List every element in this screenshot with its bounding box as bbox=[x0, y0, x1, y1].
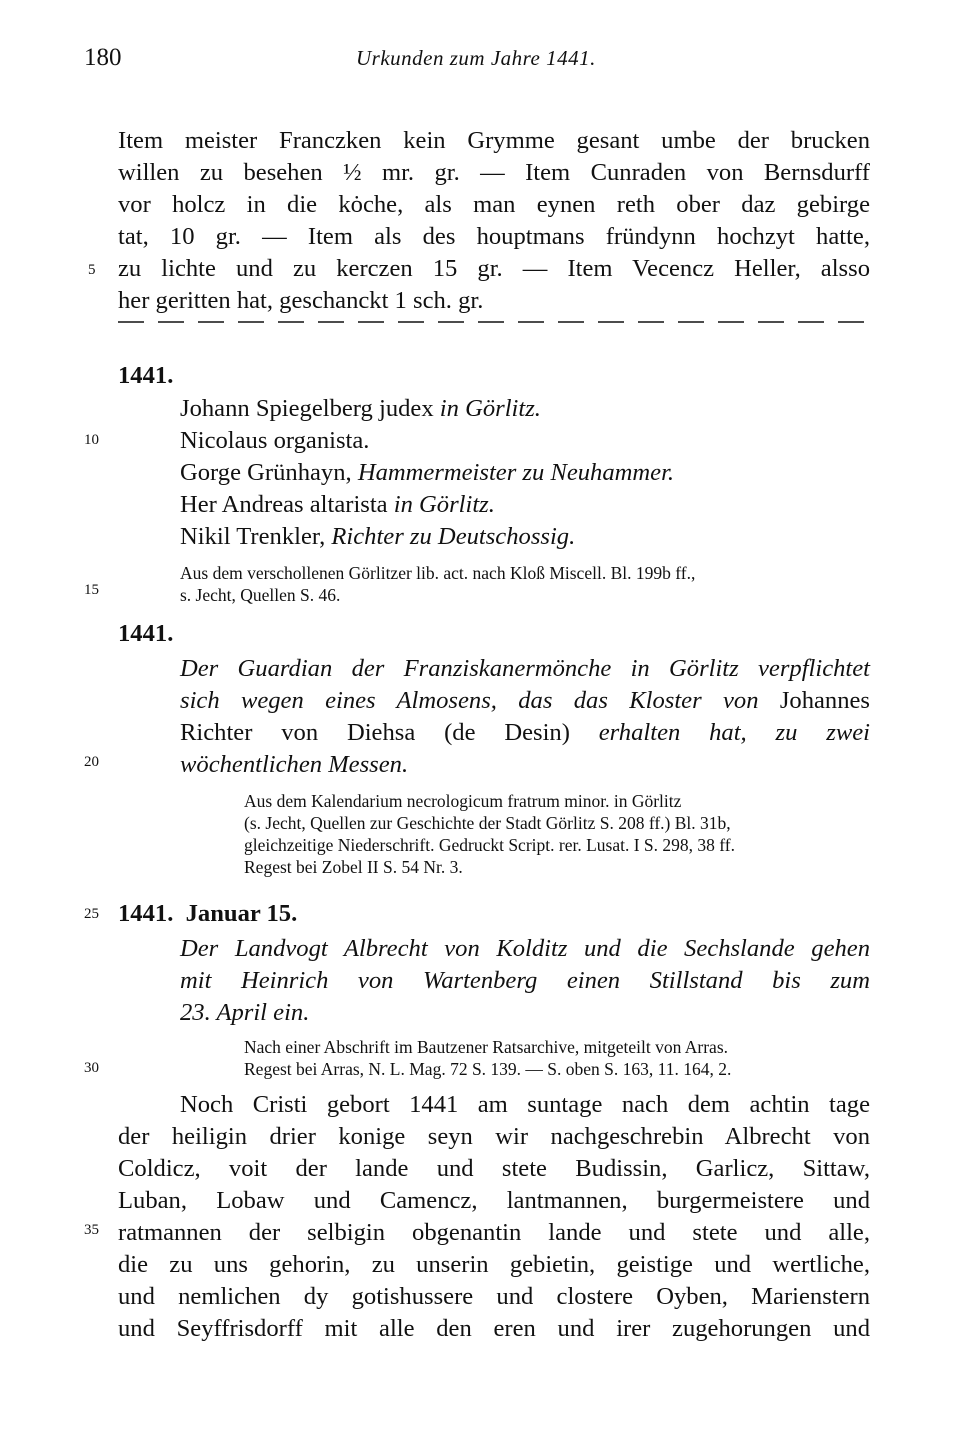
line-number: 15 bbox=[84, 582, 99, 598]
line-number: 25 bbox=[84, 906, 99, 922]
text-line: zu lichte und zu kerczen 15 gr. — Item Vecencz Heller, alsso bbox=[118, 255, 870, 282]
dashed-separator bbox=[118, 316, 870, 328]
text-line: Luban, Lobaw und Camencz, lantmannen, burgermeistere und bbox=[118, 1187, 870, 1214]
summary-line: Der Guardian der Franziskanermönche in Görlitz verpflichtet bbox=[180, 655, 870, 682]
source-note: s. Jecht, Quellen S. 46. bbox=[180, 585, 341, 605]
page-number: 180 bbox=[84, 44, 122, 71]
text-line: her geritten hat, geschanckt 1 sch. gr. bbox=[118, 287, 484, 314]
text-line: Item meister Franczken kein Grymme gesant umbe der brucken bbox=[118, 127, 870, 154]
text-line: vor holcz in die kȯche, als man eynen reth ober daz gebirge bbox=[118, 191, 870, 218]
entry-date: 1441. bbox=[118, 362, 174, 389]
name-line: Nikil Trenkler, Richter zu Deutschossig. bbox=[180, 523, 576, 550]
entry-date: 1441. Januar 15. bbox=[118, 900, 298, 927]
summary-line: Der Landvogt Albrecht von Kolditz und die Sechslande gehen bbox=[180, 935, 870, 962]
line-number: 20 bbox=[84, 754, 99, 770]
source-note: Nach einer Abschrift im Bautzener Ratsarchive, mitgeteilt von Arras. bbox=[244, 1037, 729, 1057]
summary-line: wöchentlichen Messen. bbox=[180, 751, 409, 778]
summary-line: 23. April ein. bbox=[180, 999, 310, 1026]
text-line: Noch Cristi gebort 1441 am suntage nach dem achtin tage bbox=[180, 1091, 870, 1118]
source-note: Regest bei Arras, N. L. Mag. 72 S. 139. — S. oben S. 163, 11. 164, 2. bbox=[244, 1059, 732, 1079]
source-note: Aus dem Kalendarium necrologicum fratrum minor. in Görlitz bbox=[244, 791, 682, 811]
text-line: und nemlichen dy gotishussere und clostere Oyben, Marienstern bbox=[118, 1283, 870, 1310]
line-number: 10 bbox=[84, 432, 99, 448]
name-line: Gorge Grünhayn, Hammermeister zu Neuhammer. bbox=[180, 459, 675, 486]
source-note: gleichzeitige Niederschrift. Gedruckt Script. rer. Lusat. I S. 298, 38 ff. bbox=[244, 835, 735, 855]
summary-line: sich wegen eines Almosens, das das Kloster von Johannes bbox=[180, 687, 870, 714]
summary-line: Richter von Diehsa (de Desin) erhalten hat, zu zwei bbox=[180, 719, 870, 746]
text-line: Coldicz, voit der lande und stete Budissin, Garlicz, Sittaw, bbox=[118, 1155, 870, 1182]
name-line: Her Andreas altarista in Görlitz. bbox=[180, 491, 495, 518]
text-line: der heiligin drier konige seyn wir nachgeschrebin Albrecht von bbox=[118, 1123, 870, 1150]
name-line: Johann Spiegelberg judex in Görlitz. bbox=[180, 395, 541, 422]
source-note: Aus dem verschollenen Görlitzer lib. act. nach Kloß Miscell. Bl. 199b ff., bbox=[180, 563, 696, 583]
text-line: willen zu besehen ½ mr. gr. — Item Cunraden von Bernsdurff bbox=[118, 159, 870, 186]
text-line: die zu uns gehorin, zu unserin gebietin, geistige und wertliche, bbox=[118, 1251, 870, 1278]
source-note: Regest bei Zobel II S. 54 Nr. 3. bbox=[244, 857, 463, 877]
line-number: 30 bbox=[84, 1060, 99, 1076]
source-note: (s. Jecht, Quellen zur Geschichte der Stadt Görlitz S. 208 ff.) Bl. 31b, bbox=[244, 813, 731, 833]
summary-line: mit Heinrich von Wartenberg einen Stillstand bis zum bbox=[180, 967, 870, 994]
name-line: Nicolaus organista. bbox=[180, 427, 370, 454]
line-number: 5 bbox=[88, 262, 96, 278]
text-line: tat, 10 gr. — Item als des houptmans fründynn hochzyt hatte, bbox=[118, 223, 870, 250]
line-number: 35 bbox=[84, 1222, 99, 1238]
text-line: ratmannen der selbigin obgenantin lande und stete und alle, bbox=[118, 1219, 870, 1246]
running-title: Urkunden zum Jahre 1441. bbox=[356, 46, 596, 70]
entry-date: 1441. bbox=[118, 620, 174, 647]
text-line: und Seyffrisdorff mit alle den eren und irer zugehorungen und bbox=[118, 1315, 870, 1342]
